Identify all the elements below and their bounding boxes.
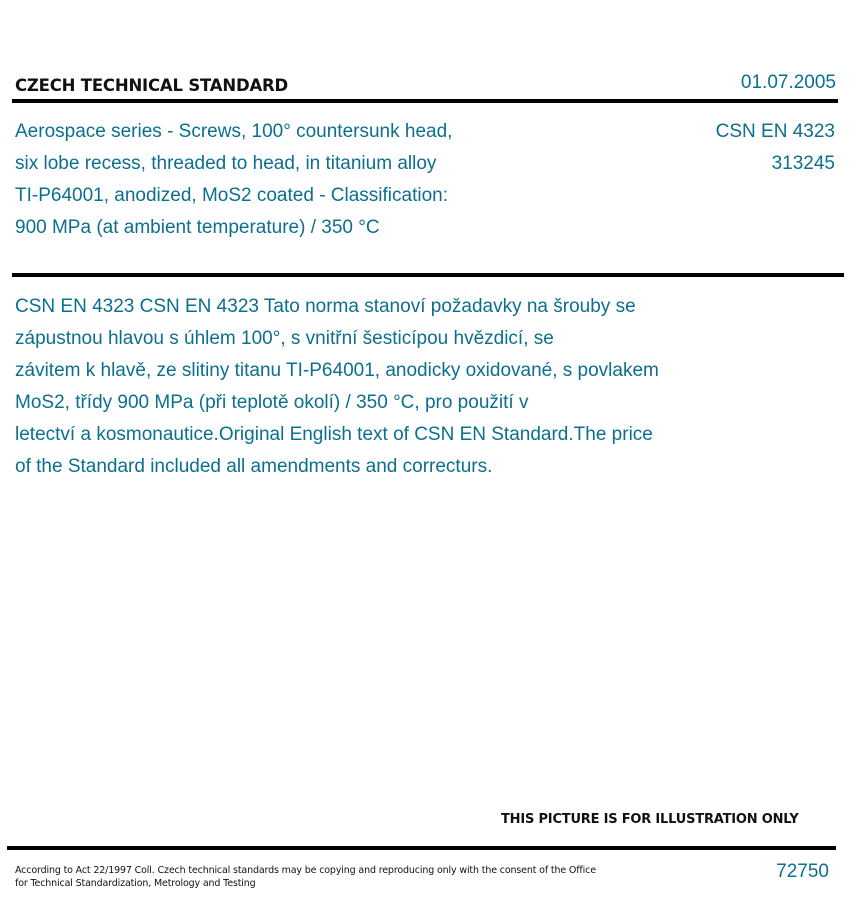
title-line: Aerospace series - Screws, 100° countersunk head, [15, 121, 453, 142]
title-line: 900 MPa (at ambient temperature) / 350 °C [15, 217, 380, 238]
section-divider [12, 273, 844, 277]
standard-description [15, 291, 775, 483]
header-divider [12, 99, 838, 103]
catalog-code: 313245 [771, 153, 835, 174]
description-line: of the Standard included all amendments and correcturs. [15, 456, 493, 477]
title-line: TI-P64001, anodized, MoS2 coated - Classification: [15, 185, 449, 206]
footer-divider [7, 846, 836, 850]
copyright-note-line: According to Act 22/1997 Coll. Czech technical standards may be copying and reproducing only with the consent of the Office [15, 865, 596, 876]
standard-number: CSN EN 4323 [715, 121, 835, 142]
standard-codes [716, 116, 835, 180]
description-line: MoS2, třídy 900 MPa (při teplotě okolí) / 350 °C, pro použití v [15, 392, 529, 413]
description-line: CSN EN 4323 CSN EN 4323 Tato norma stanoví požadavky na šrouby se [15, 296, 636, 317]
title-line: six lobe recess, threaded to head, in titanium alloy [15, 153, 437, 174]
description-line: letectví a kosmonautice.Original English text of CSN EN Standard.The price [15, 424, 653, 445]
description-line: závitem k hlavě, ze slitiny titanu TI-P64001, anodicky oxidované, s povlakem [15, 360, 659, 381]
standard-title [15, 116, 575, 244]
illustration-disclaimer: THIS PICTURE IS FOR ILLUSTRATION ONLY [501, 812, 799, 827]
copyright-note [15, 864, 596, 890]
copyright-note-line: for Technical Standardization, Metrology and Testing [15, 878, 256, 889]
footer-number: 72750 [776, 861, 829, 882]
description-line: zápustnou hlavou s úhlem 100°, s vnitřní šesticípou hvězdicí, se [15, 328, 554, 349]
publication-date: 01.07.2005 [740, 72, 836, 93]
standard-type-label: CZECH TECHNICAL STANDARD [15, 76, 289, 95]
